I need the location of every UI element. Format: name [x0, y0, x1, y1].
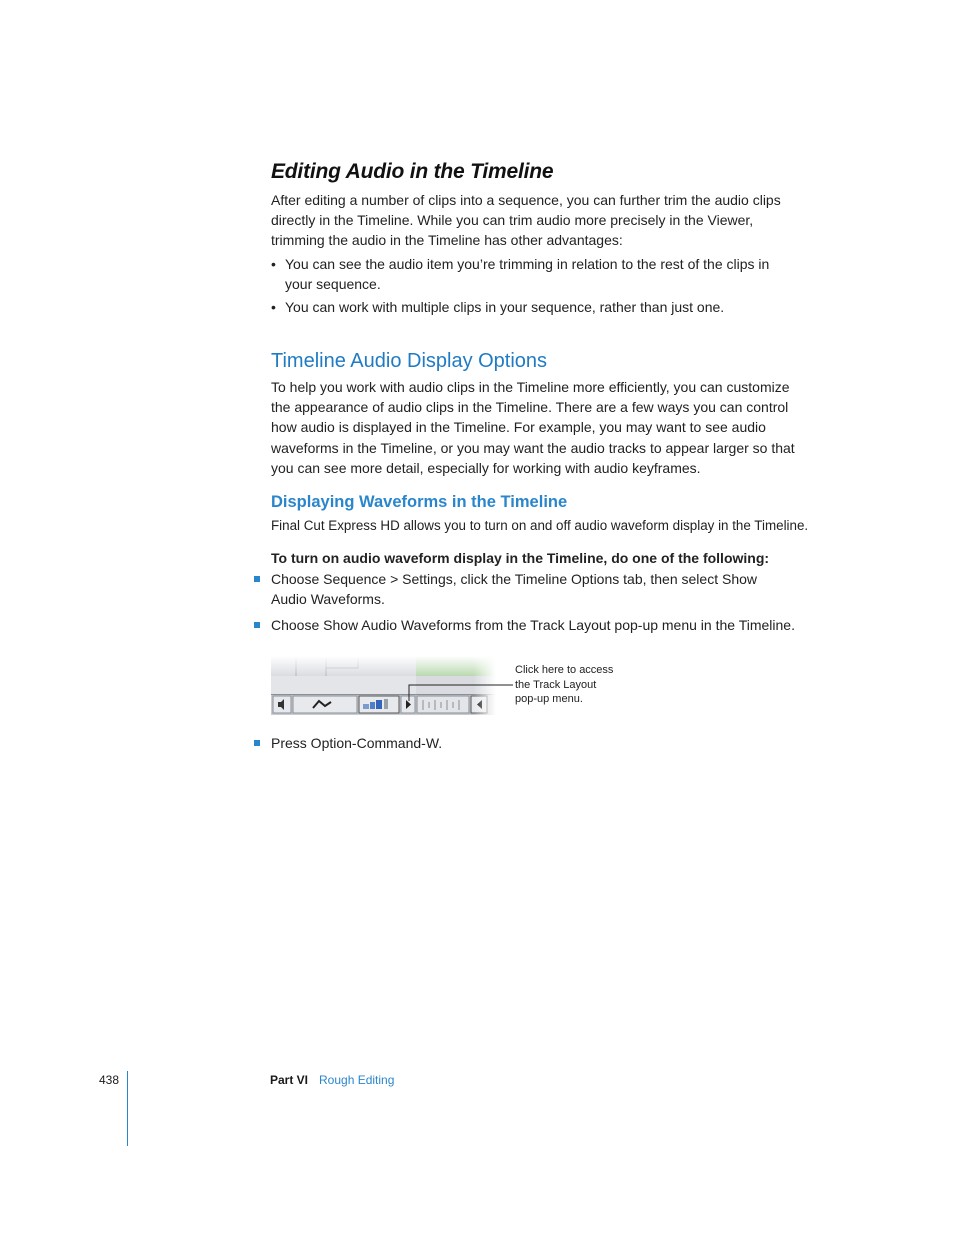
intro-line: directly in the Timeline. While you can trim audio more precisely in the Viewer, — [271, 212, 754, 229]
advantages-list — [271, 254, 831, 294]
advantages-list — [271, 297, 831, 317]
square-bullet-icon — [254, 622, 260, 628]
step-item — [271, 569, 831, 609]
footer-rule — [127, 1071, 128, 1146]
subsection-title: Timeline Audio Display Options — [271, 350, 548, 372]
list-item — [271, 297, 831, 317]
paragraph-line: waveforms in the Timeline, or you may want the audio tracks to appear larger so that — [271, 439, 795, 456]
callout-line: the Track Layout — [515, 678, 597, 691]
page-number: 438 — [99, 1073, 120, 1087]
callout-line: pop-up menu. — [515, 693, 583, 705]
list-item-line: your sequence. — [285, 276, 381, 293]
paragraph-line: the appearance of audio clips in the Timeline. There are a few ways you can control — [271, 399, 789, 416]
square-bullet-icon — [254, 576, 260, 582]
footer-part: Part VI — [270, 1073, 309, 1087]
footer-chapter: Rough Editing — [319, 1073, 395, 1087]
section-title: Editing Audio in the Timeline — [271, 160, 554, 183]
intro-paragraph — [271, 190, 831, 251]
list-item-line: You can see the audio item you’re trimming in relation to the rest of the clips in — [285, 256, 770, 272]
step-item — [271, 733, 831, 753]
step-line: Press Option-Command-W. — [271, 735, 443, 751]
step-item — [271, 615, 831, 635]
procedure-heading: To turn on audio waveform display in the Timeline, do one of the following: — [271, 550, 770, 566]
waveforms-text: Final Cut Express HD allows you to turn on and off audio waveform display in the Timeline. — [271, 518, 809, 533]
bullet-icon: • — [271, 256, 276, 272]
intro-line: trimming the audio in the Timeline has other advantages: — [271, 232, 623, 249]
callout-leader-line — [405, 682, 515, 702]
list-item-line: You can work with multiple clips in your sequence, rather than just one. — [285, 299, 725, 315]
callout-line: Click here to access — [515, 664, 614, 676]
list-item — [271, 254, 831, 294]
step-line: Audio Waveforms. — [271, 591, 385, 608]
square-bullet-icon — [254, 740, 260, 746]
bullet-icon: • — [271, 299, 276, 315]
waveforms-title: Displaying Waveforms in the Timeline — [271, 493, 568, 511]
subsection-paragraph — [271, 377, 851, 478]
step-line: Choose Sequence > Settings, click the Timeline Options tab, then select Show — [271, 571, 758, 587]
paragraph-line: To help you work with audio clips in the Timeline more efficiently, you can customize — [271, 379, 790, 395]
step-line: Choose Show Audio Waveforms from the Track Layout pop-up menu in the Timeline. — [271, 617, 795, 633]
intro-line: After editing a number of clips into a sequence, you can further trim the audio clips — [271, 192, 781, 208]
callout-text — [515, 663, 613, 707]
paragraph-line: how audio is displayed in the Timeline. For example, you may want to see audio — [271, 419, 766, 436]
paragraph-line: you can see more detail, especially for working with audio keyframes. — [271, 459, 701, 476]
